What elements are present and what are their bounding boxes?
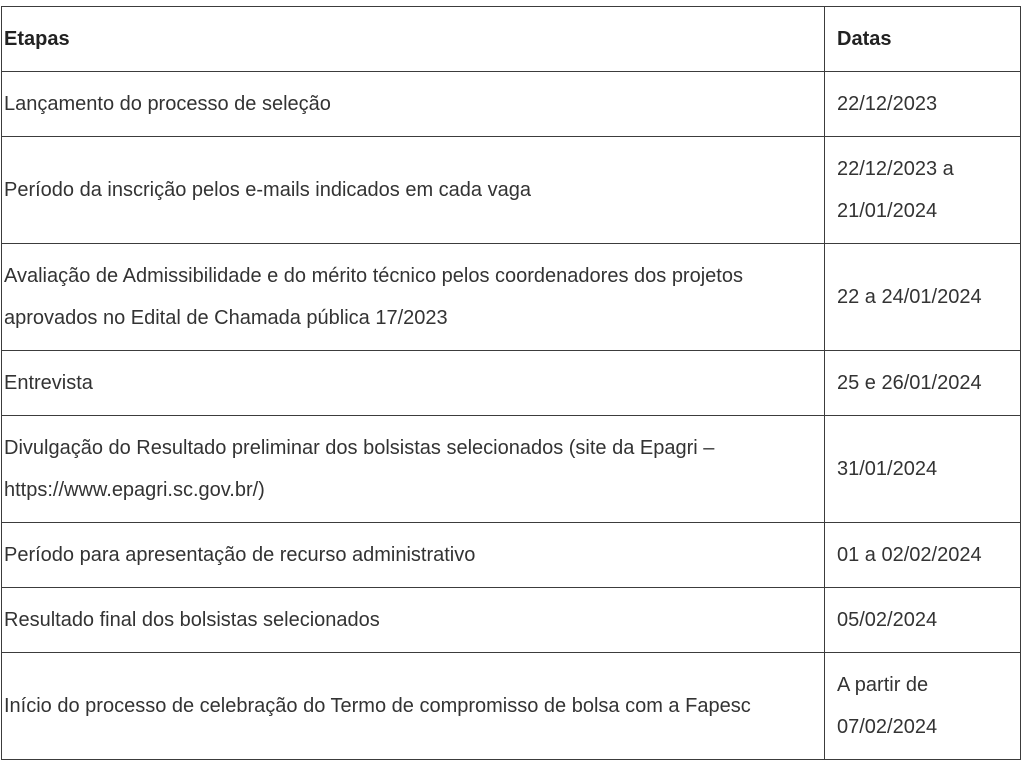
table-header-row — [2, 7, 1021, 72]
etapa-cell: Avaliação de Admissibilidade e do mérito técnico pelos coordenadores dos projetos aprovados no Edital de Chamada pública 17/2023 — [2, 244, 825, 351]
table-row — [2, 72, 1021, 137]
table-row — [2, 523, 1021, 588]
data-cell: 22/12/2023 — [825, 72, 1021, 137]
table-row — [2, 653, 1021, 760]
data-cell: A partir de 07/02/2024 — [825, 653, 1021, 760]
etapa-cell: Entrevista — [2, 351, 825, 416]
etapa-cell: Período da inscrição pelos e-mails indicados em cada vaga — [2, 137, 825, 244]
data-cell: 31/01/2024 — [825, 416, 1021, 523]
schedule-table — [1, 6, 1021, 760]
table-row — [2, 588, 1021, 653]
etapa-cell: Lançamento do processo de seleção — [2, 72, 825, 137]
column-header-etapas: Etapas — [2, 7, 825, 72]
data-cell: 25 e 26/01/2024 — [825, 351, 1021, 416]
etapa-cell: Resultado final dos bolsistas selecionados — [2, 588, 825, 653]
table-row — [2, 351, 1021, 416]
column-header-datas: Datas — [825, 7, 1021, 72]
table-row — [2, 137, 1021, 244]
etapa-cell: Período para apresentação de recurso administrativo — [2, 523, 825, 588]
data-cell: 22/12/2023 a 21/01/2024 — [825, 137, 1021, 244]
data-cell: 22 a 24/01/2024 — [825, 244, 1021, 351]
table-row — [2, 244, 1021, 351]
data-cell: 05/02/2024 — [825, 588, 1021, 653]
etapa-cell: Divulgação do Resultado preliminar dos bolsistas selecionados (site da Epagri – https://www.epagri.sc.gov.br/) — [2, 416, 825, 523]
data-cell: 01 a 02/02/2024 — [825, 523, 1021, 588]
table-row — [2, 416, 1021, 523]
etapa-cell: Início do processo de celebração do Termo de compromisso de bolsa com a Fapesc — [2, 653, 825, 760]
